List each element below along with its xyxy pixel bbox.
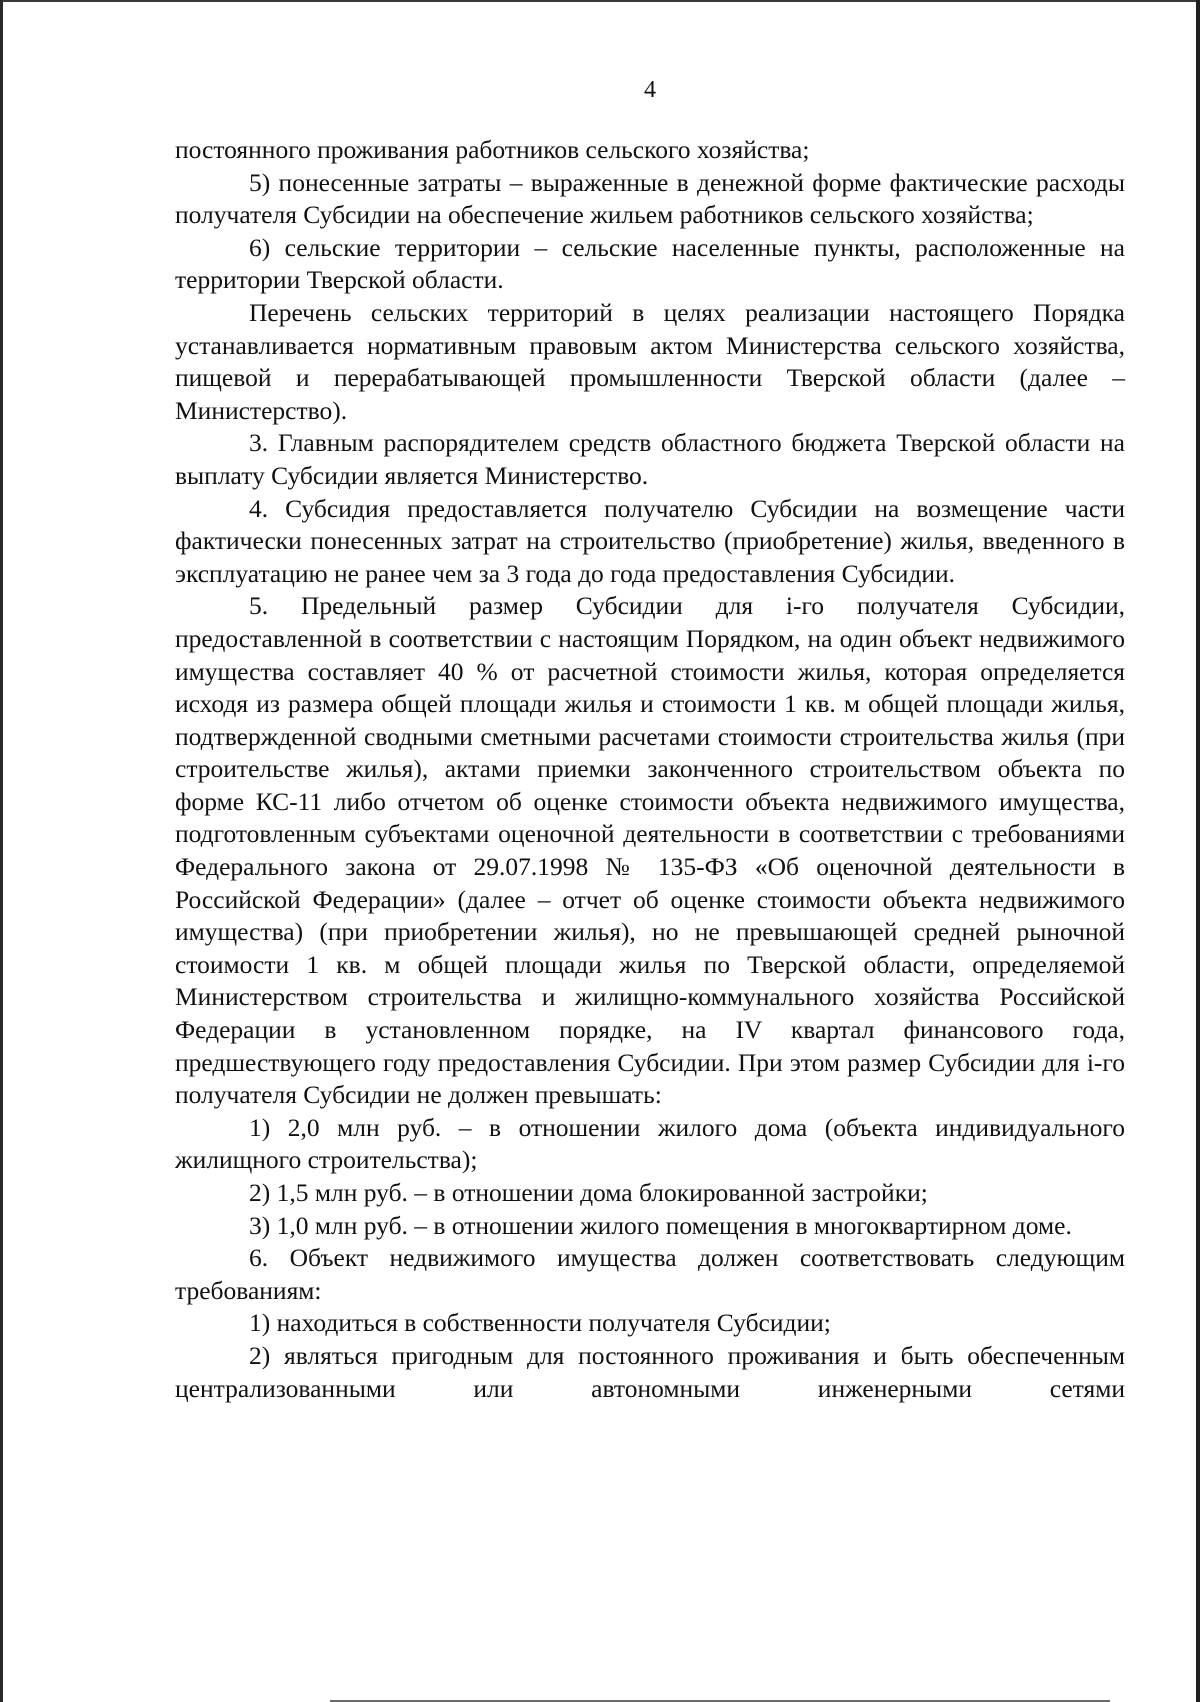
paragraph: 4. Субсидия предоставляется получателю Субсидии на возмещение части фактически понесенных затрат на строительство (приобретение) жилья, введенного в эксплуатацию не ранее чем за 3 года до года предоставления Субсидии. [175,493,1125,588]
paragraph: 6) сельские территории – сельские населенные пункты, расположенные на территории Тверской области. [175,232,1125,295]
scan-edge-right [1196,0,1200,1702]
paragraph: 1) 2,0 млн руб. – в отношении жилого дома (объекта индивидуального жилищного строительства); [175,1112,1125,1175]
paragraph: постоянного проживания работников сельского хозяйства; [175,135,810,164]
page-number: 4 [644,77,656,103]
paragraph: 3. Главным распорядителем средств областного бюджета Тверской области на выплату Субсидии является Министерство. [175,428,1125,490]
paragraph: Перечень сельских территорий в целях реализации настоящего Порядка устанавливается нормативным правовым актом Министерства сельского хозяйства, пищевой и перерабатывающей промышленности Тверской области (далее – Министерство). [175,297,1125,425]
paragraph: 1) находиться в собственности получателя Субсидии; [249,1308,831,1338]
paragraph: 6. Объект недвижимого имущества должен соответствовать следующим требованиям: [175,1243,1125,1305]
paragraph: 5. Предельный размер Субсидии для i-го получателя Субсидии, предоставленной в соответствии с настоящим Порядком, на один объект недвижимого имущества составляет 40 % от расчетной стоимости жилья, которая определяется исходя из размера общей площади жилья и стоимости 1 кв. м общей площади жилья, подтвержденной сводными сметными расчетами стоимости строительства жилья (при строительстве жилья), актами приемки законченного строительством объекта по форме КС-11 либо отчетом об оценке стоимости объекта недвижимого имущества, подготовленным субъектами оценочной деятельности в соответствии с требованиями Федерального закона от 29.07.1998 № 135-ФЗ «Об оценочной деятельности в Российской Федерации» (далее – отчет об оценке стоимости объекта недвижимого имущества) (при приобретении жилья), но не превышающей средней рыночной стоимости 1 кв. м общей площади жилья по Тверской области, определяемой Министерством строительства и жилищно-коммунального хозяйства Российской Федерации в установленном порядке, на IV квартал финансового года, предшествующего году предоставления Субсидии. При этом размер Субсидии для i-го получателя Субсидии не должен превышать: [175,591,1125,1110]
document-body [175,134,1125,1405]
paragraph: 2) 1,5 млн руб. – в отношении дома блокированной застройки; [249,1178,928,1207]
paragraph: 3) 1,0 млн руб. – в отношении жилого помещения в многоквартирном доме. [249,1210,1072,1240]
paragraph: 2) являться пригодным для постоянного проживания и быть обеспеченным централизованными или автономными инженерными сетями [175,1340,1125,1403]
paragraph: 5) понесенные затраты – выраженные в денежной форме фактические расходы получателя Субсидии на обеспечение жильем работников сельского хозяйства; [175,167,1125,230]
scan-edge-top [0,0,1200,2]
scan-edge-left [0,0,3,1702]
